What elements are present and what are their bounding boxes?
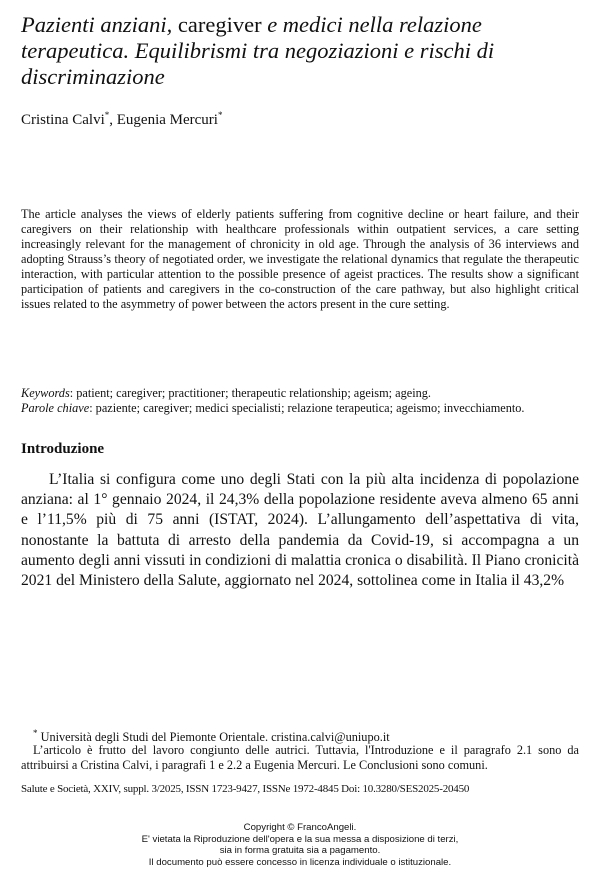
title-part-2: caregiver (172, 12, 268, 37)
parole-chiave (21, 401, 579, 416)
body-paragraph: L’Italia si configura come uno degli Stati con la più alta incidenza di popolazione anziana: al 1° gennaio 2024, il 24,3% della popolazione residente aveva almeno 65 anni e l’11,5% più di 75 anni (ISTAT, 2024). L’allungamento dell’aspettativa di vita, nonostante la battuta di arresto della pandemia da Covid-19, si accompagna a un aumento degli anni vissuti in condizioni di malattia cronica o disabilità. Il Piano cronicità 2021 del Ministero della Salute, aggiornato nel 2024, sottolinea come in Italia il 43,2% (21, 471, 579, 590)
parole-chiave-label: Parole chiave (21, 401, 90, 415)
copyright-line-4: Il documento può essere concesso in licenza individuale o istituzionale. (148, 856, 452, 868)
journal-citation: Salute e Società, XXIV, suppl. 3/2025, ISSN 1723-9427, ISSNe 1972-4845 Doi: 10.3280/SES2025-20450 (21, 783, 470, 795)
parole-chiave-text: : paziente; caregiver; medici specialisti; relazione terapeutica; ageismo; invecchiamento. (89, 401, 525, 415)
author-2-marker: * (217, 110, 223, 120)
title-part-1: Pazienti anziani, (21, 12, 173, 37)
author-2: Eugenia Mercuri (116, 112, 218, 128)
authors-line (21, 112, 222, 129)
author-separator: , (109, 112, 117, 128)
keywords-label: Keywords (21, 386, 70, 400)
footnote-marker: * (33, 728, 38, 738)
author-1-marker: * (104, 110, 110, 120)
copyright-notice (0, 822, 600, 868)
abstract: The article analyses the views of elderly patients suffering from cognitive decline or heart failure, and their caregivers on their relationship with healthcare professionals within outpatient services, a care setting increasingly relevant for the management of chronicity in old age. Through the analysis of 36 interviews and adopting Strauss’s theory of negotiated order, we investigate the relational dynamics that regulate the therapeutic interaction, with particular attention to the possible presence of ageist practices. The results show a significant participation of patients and caregivers in the co-construction of the care pathway, but also highlight critical issues related to the asymmetry of power between the actors present in the cure setting. (21, 207, 579, 311)
keywords-text: : patient; caregiver; practitioner; therapeutic relationship; ageism; ageing. (69, 386, 431, 400)
title-part-3: e medici nella relazione terapeutica. Equilibrismi tra negoziazioni e rischi di discriminazione (21, 12, 495, 89)
keywords (21, 386, 579, 401)
article-title (21, 12, 581, 90)
copyright-line-3: sia in forma gratuita sia a pagamento. (219, 845, 381, 856)
copyright-line-1: Copyright © FrancoAngeli. (243, 822, 357, 833)
section-heading: Introduzione (21, 441, 105, 457)
footnote-note: L’articolo è frutto del lavoro congiunto delle autrici. Tuttavia, l'Introduzione e il paragrafo 2.1 sono da attribuirsi a Cristina Calvi, i paragrafi 1 e 2.2 a Eugenia Mercuri. Le Conclusioni sono comuni. (21, 743, 579, 772)
footnote-affiliation-text: Università degli Studi del Piemonte Orientale. cristina.calvi@uniupo.it (37, 730, 390, 745)
author-1: Cristina Calvi (21, 112, 105, 128)
copyright-line-2: E' vietata la Riproduzione dell'opera e la sua messa a disposizione di terzi, (141, 833, 459, 845)
